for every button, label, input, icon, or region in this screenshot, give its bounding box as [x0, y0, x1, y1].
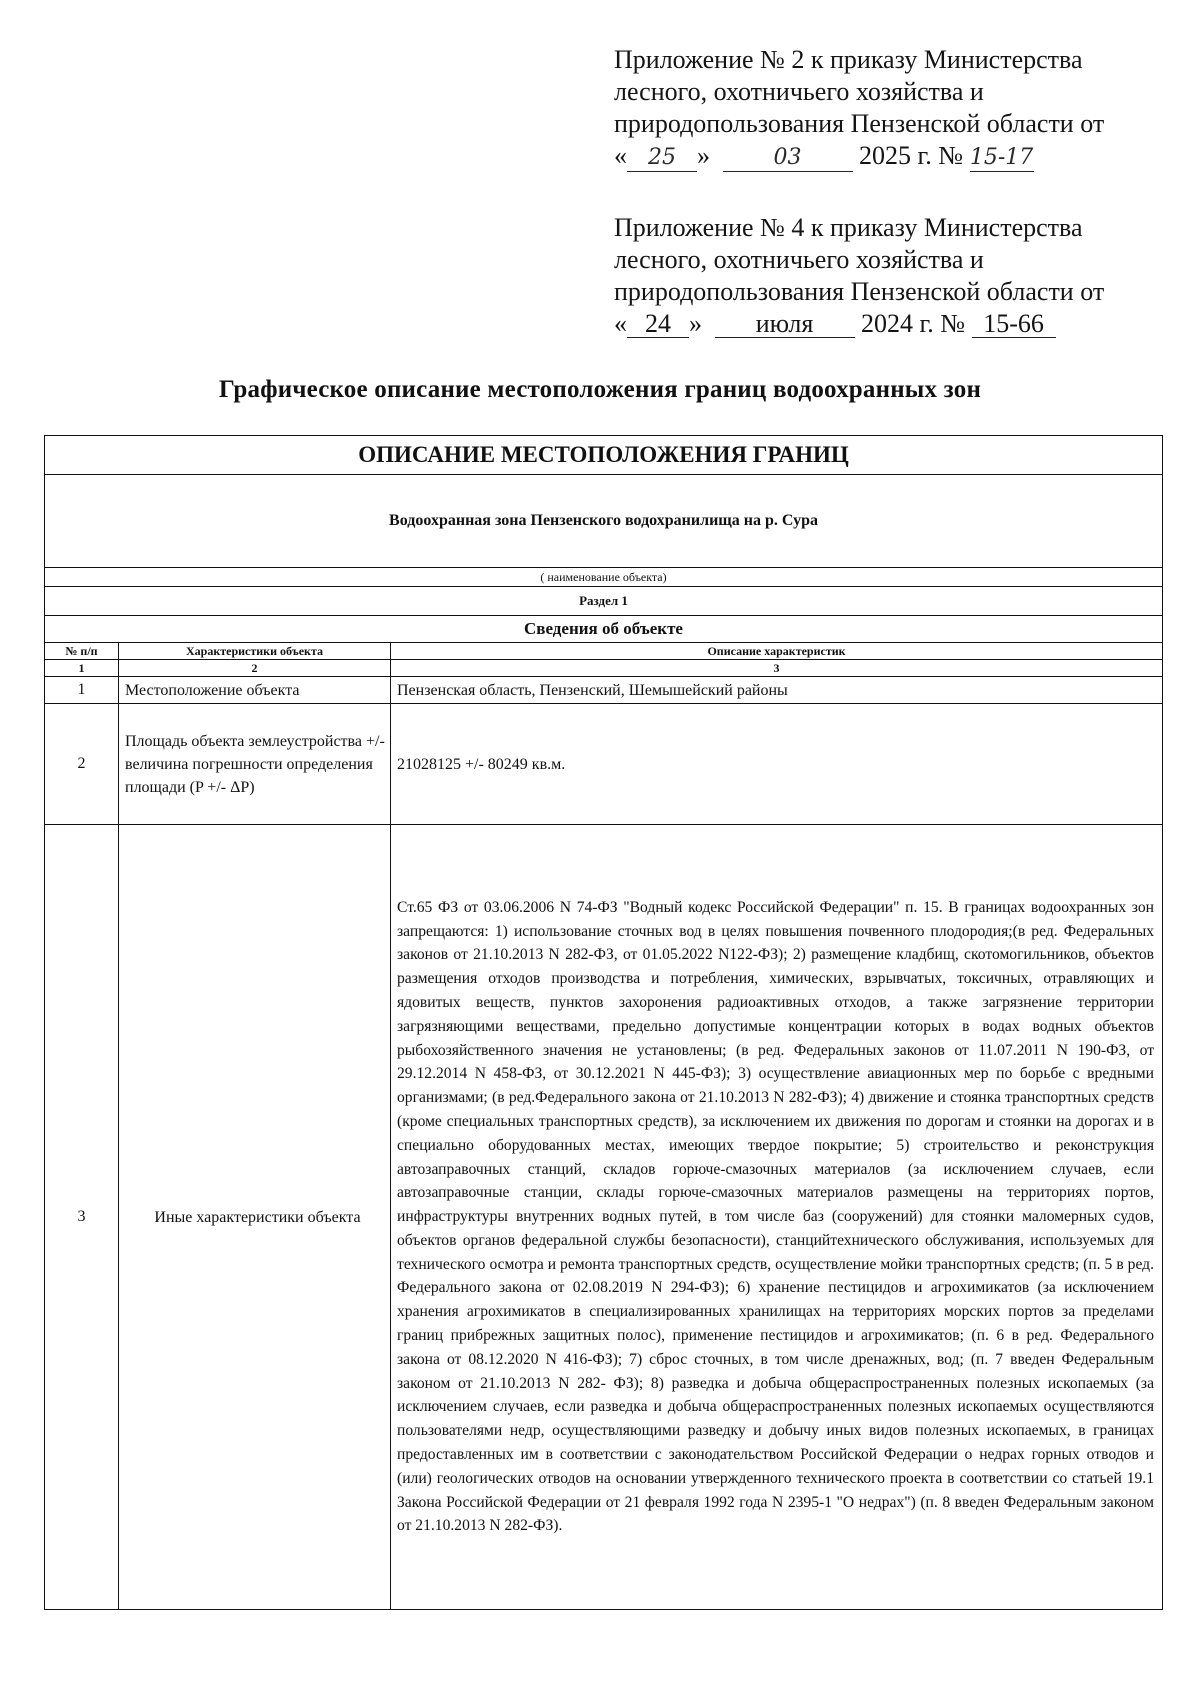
- column-number-1: 1: [45, 660, 119, 677]
- appendix-previous-line-1: Приложение № 4 к приказу Министерства: [614, 213, 1083, 242]
- column-number-2: 2: [119, 660, 391, 677]
- column-header-description: Описание характеристик: [391, 643, 1163, 660]
- boundary-description-table: [44, 435, 1163, 1610]
- order-month-handwritten: 03: [723, 145, 853, 172]
- row-characteristic: Площадь объекта землеустройства +/- величина погрешности определения площади (P +/- ΔP): [119, 704, 391, 825]
- order-day-handwritten: 25: [627, 145, 697, 172]
- appendix-previous-line-2: лесного, охотничьего хозяйства и: [614, 245, 984, 274]
- order-day: 24: [627, 311, 689, 338]
- order-month: июля: [715, 311, 855, 338]
- appendix-current-date-line: [614, 140, 1174, 172]
- table-row: [45, 704, 1163, 825]
- section-label: Раздел 1: [45, 587, 1163, 616]
- column-header-characteristic: Характеристики объекта: [119, 643, 391, 660]
- row-description: Ст.65 ФЗ от 03.06.2006 N 74-ФЗ "Водный кодекс Российской Федерации" п. 15. В границах водоохранных зон запрещаются: 1) использование сточных вод в целях повышения почвенного плодородия;(в ред. Федеральных законов от 21.10.2013 N 282-ФЗ, от 01.05.2022 N122-ФЗ); 2) размещение кладбищ, скотомогильников, объектов размещения отходов производства и потребления, химических, взрывчатых, токсичных, отравляющих и ядовитых веществ, пунктов захоронения радиоактивных отходов, а также загрязнение территории загрязняющими веществами, предельно допустимые концентрации которых в водах водных объектов рыбохозяйственного значения не установлены; (в ред. Федеральных законов от 11.07.2011 N 190-ФЗ, от 29.12.2014 N 458-ФЗ, от 30.12.2021 N 445-ФЗ); 3) осуществление авиационных мер по борьбе с вредными организмами; (в ред.Федерального закона от 21.10.2013 N 282-ФЗ); 4) движение и стоянка транспортных средств (кроме специальных транспортных средств), за исключением их движения по дорогам и стоянки на дорогах и в специально оборудованных местах, имеющих твердое покрытие; 5) строительство и реконструкция автозаправочных станций, складов горюче-смазочных материалов (за исключением случаев, если автозаправочные станции, склады горюче-смазочных материалов размещены на территориях портов, инфраструктуры внутренних водных путей, в том числе баз (сооружений) для стоянки маломерных судов, объектов органов федеральной службы безопасности), станцийтехнического обслуживания, используемых для технического осмотра и ремонта транспортных средств, осуществление мойки транспортных средств; (п. 5 в ред. Федерального закона от 02.08.2019 N 294-ФЗ); 6) хранение пестицидов и агрохимикатов (за исключением хранения агрохимикатов в специализированных хранилищах на территориях морских портов за пределами границ прибрежных защитных полос), применение пестицидов и агрохимикатов; (п. 6 в ред. Федерального закона от 08.12.2020 N 416-ФЗ); 7) сброс сточных, в том числе дренажных, вод; (п. 7 введен Федеральным законом от 21.10.2013 N 282- ФЗ); 8) разведка и добыча общераспространенных полезных ископаемых (за исключением случаев, если разведка и добыча общераспространенных полезных ископаемых осуществляются пользователями недр, осуществляющими разведку и добычу иных видов полезных ископаемых, в границах предоставленных им в соответствии с законодательством Российской Федерации о недрах горных отводов и (или) геологических отводов на основании утвержденного технического проекта в соответствии со статьей 19.1 Закона Российской Федерации от 21 февраля 1992 года N 2395-1 "О недрах") (п. 8 введен Федеральным законом от 21.10.2013 N 282-ФЗ).: [391, 825, 1163, 1610]
- appendix-previous-date-line: [614, 308, 1174, 340]
- row-characteristic: Местоположение объекта: [119, 677, 391, 704]
- section-title: Сведения об объекте: [45, 616, 1163, 643]
- row-number: 1: [45, 677, 119, 704]
- column-header-number: № п/п: [45, 643, 119, 660]
- appendix-current-line-1: Приложение № 2 к приказу Министерства: [614, 45, 1083, 74]
- row-number: 3: [45, 825, 119, 1610]
- order-year-text: 2024 г. №: [861, 309, 966, 338]
- object-name-caption: ( наименование объекта): [45, 568, 1163, 587]
- row-description: 21028125 +/- 80249 кв.м.: [391, 704, 1163, 825]
- document-title: Графическое описание местоположения границ водоохранных зон: [218, 376, 982, 403]
- order-year-text: 2025 г. №: [859, 141, 964, 170]
- column-number-3: 3: [391, 660, 1163, 677]
- appendix-current-header: [614, 44, 1174, 172]
- row-characteristic: Иные характеристики объекта: [119, 825, 391, 1610]
- appendix-current-line-3: природопользования Пензенской области от: [614, 109, 1105, 138]
- open-quote: «: [614, 309, 627, 338]
- open-quote: «: [614, 141, 627, 170]
- row-number: 2: [45, 704, 119, 825]
- table-row: [45, 677, 1163, 704]
- order-number-handwritten: 15-17: [969, 145, 1034, 170]
- table-row: [45, 825, 1163, 1610]
- appendix-previous-header: [614, 212, 1174, 340]
- appendix-current-line-2: лесного, охотничьего хозяйства и: [614, 77, 984, 106]
- appendix-previous-line-3: природопользования Пензенской области от: [614, 277, 1105, 306]
- object-name: Водоохранная зона Пензенского водохранилища на р. Сура: [45, 475, 1163, 568]
- order-number: 15-66: [972, 311, 1056, 338]
- close-quote: »: [689, 309, 702, 338]
- table-title: ОПИСАНИЕ МЕСТОПОЛОЖЕНИЯ ГРАНИЦ: [45, 436, 1163, 475]
- close-quote: »: [697, 141, 710, 170]
- row-description: Пензенская область, Пензенский, Шемышейский районы: [391, 677, 1163, 704]
